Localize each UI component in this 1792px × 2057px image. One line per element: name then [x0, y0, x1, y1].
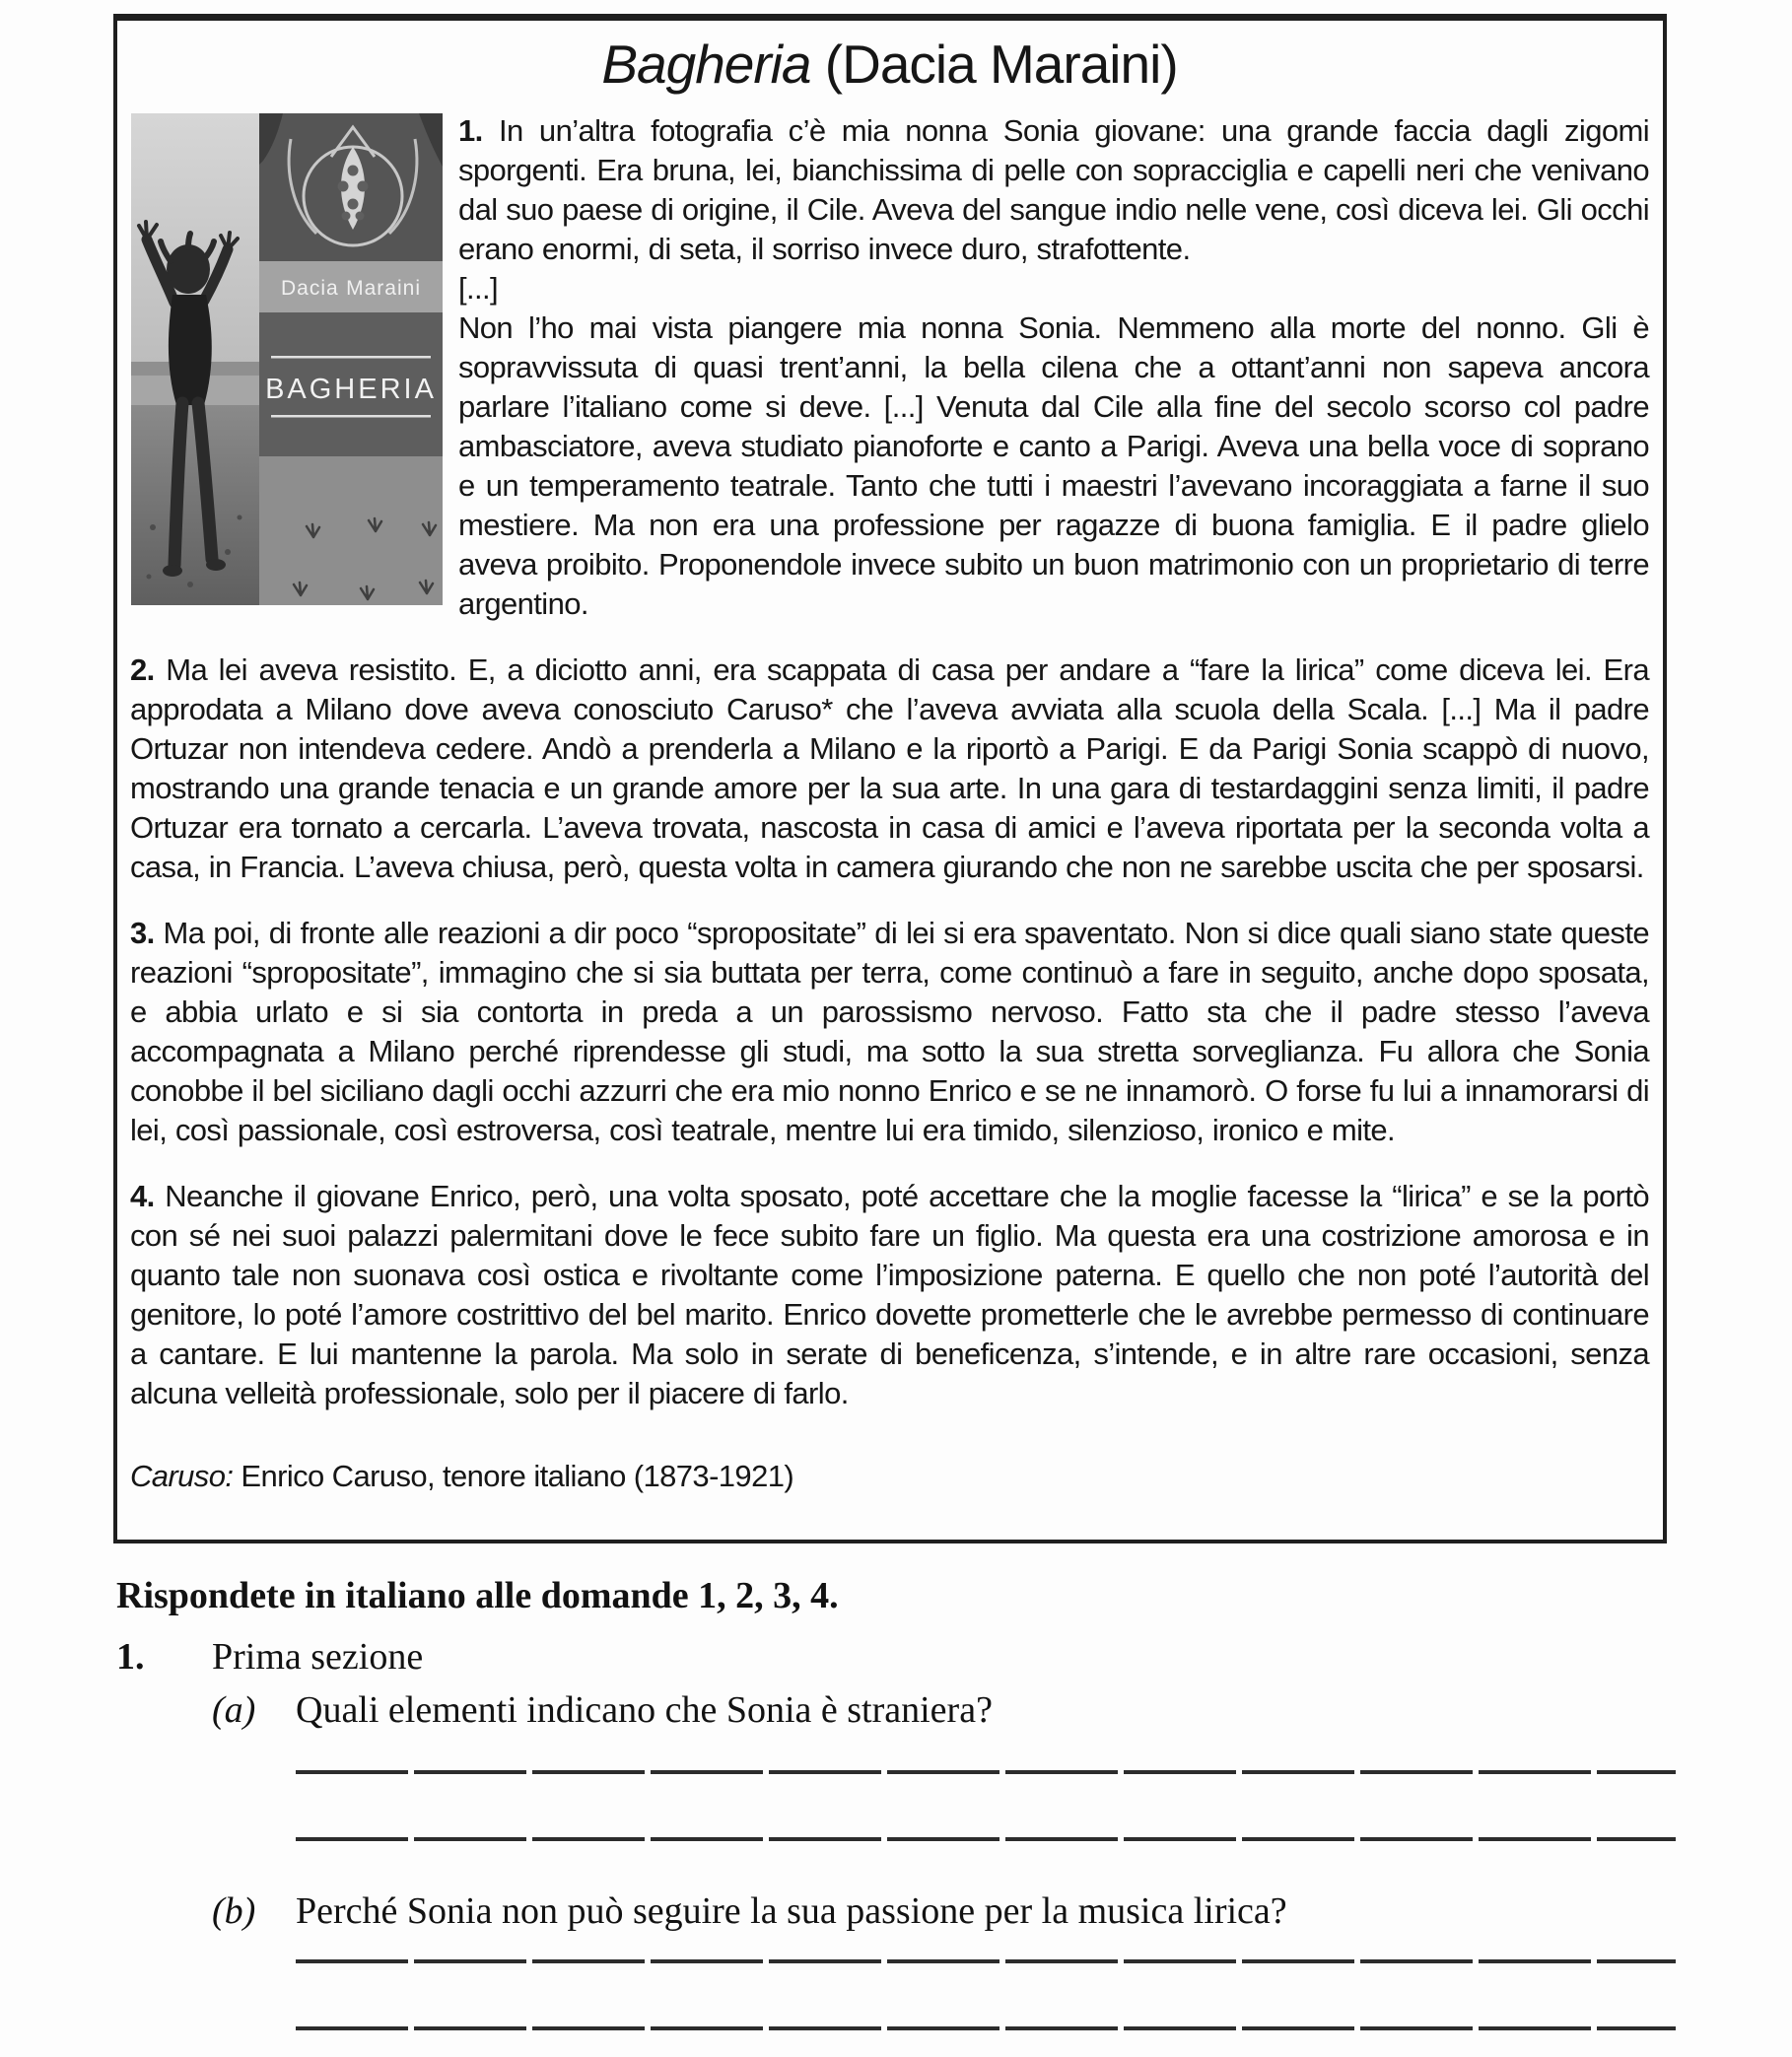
cover-title-panel	[259, 312, 443, 456]
cover-pattern	[259, 113, 443, 261]
question-1-heading	[116, 1634, 1676, 1680]
book-cover-graphic	[131, 113, 443, 605]
question-1-section-title: Prima sezione	[212, 1636, 424, 1678]
paragraph-2-text: Ma lei aveva resistito. E, a diciotto anni, era scappata di casa per andare a “fare la lirica” come diceva lei. Era approdata a Milano dove aveva conosciuto Caruso* che l’aveva avviata alla scuola della Scala. [...] Ma il padre Ortuzar non intendeva cedere. Andò a prenderla a Milano e la riportò a Parigi. E da Parigi Sonia scappò di nuovo, mostrando una grande tenacia e un grande amore per la sua arte. In una gara di testardaggini senza limiti, il padre Ortuzar era tornato a cercarla. L’aveva trovata, nascosta in casa di amici e l’aveva riportata per la seconda volta a casa, in Francia. L’aveva chiusa, però, questa volta in camera giurando che non ne sarebbe uscita che per sposarsi.	[130, 652, 1649, 884]
paragraph-1	[130, 111, 1649, 624]
question-section	[116, 1573, 1676, 2030]
question-1-number: 1.	[116, 1636, 145, 1678]
answer-line-1a-1	[296, 1770, 1676, 1774]
answer-line-1b-2	[296, 2026, 1676, 2030]
book-cover-image	[131, 113, 443, 605]
question-1b-text: Perché Sonia non può seguire la sua passione per la musica lirica?	[296, 1890, 1287, 1932]
paragraph-1-ellipsis: [...]	[458, 271, 499, 306]
paragraph-4-text: Neanche il giovane Enrico, però, una volta sposato, poté accettare che la moglie facesse la “lirica” e se la portò con sé nei suoi palazzi palermitani dove le fece subito fare un figlio. Ma questa era una costrizione amorosa e in quanto tale non suonava così ostica e rivoltante come l’imposizione paterna. E quello che non poté l’autorità del genitore, lo poté l’amore costrittivo del bel marito. Enrico dovette prometterle che le avrebbe permesso di continuare a cantare. E lui mantenne la parola. Ma solo in serate di beneficenza, s’intende, e in altre rare occasioni, senza alcuna velleità professionale, solo per il piacere di farlo.	[130, 1179, 1649, 1410]
paragraph-2	[130, 651, 1649, 887]
paragraph-3-text: Ma poi, di fronte alle reazioni a dir poco “spropositate” di lei si era spaventato. Non si dice quali siano state queste reazioni “spropositate”, immagino che si sia buttata per terra, come continuò a fare in seguito, anche dopo sposata, e abbia urlato e si sia contorta in preda a un parossismo nervoso. Fatto sta che il padre stesso l’aveva accompagnata a Milano perché riprendesse gli studi, ma sotto la sua stretta sorveglianza. Fu allora che Sonia conobbe il bel siciliano dagli occhi azzurri che era mio nonno Enrico e se ne innamorò. O forse fu lui a innamorarsi di lei, così passionale, così estroversa, così teatrale, mentre lui era timido, silenzioso, ironico e mite.	[130, 916, 1649, 1147]
question-1a-text: Quali elementi indicano che Sonia è straniera?	[296, 1689, 993, 1731]
instruction-line: Rispondete in italiano alle domande 1, 2, 3, 4.	[116, 1575, 839, 1616]
question-1a-label: (a)	[212, 1689, 256, 1731]
footnote-caruso	[130, 1457, 1649, 1496]
question-1b-row	[116, 1888, 1676, 1934]
cover-author-label: Dacia Maraini	[281, 277, 421, 300]
paragraph-2-number: 2.	[130, 652, 155, 687]
question-1a-row	[116, 1687, 1676, 1733]
paragraph-4	[130, 1177, 1649, 1413]
page-title	[130, 29, 1649, 100]
paragraph-4-number: 4.	[130, 1179, 155, 1213]
page-title-author: (Dacia Maraini)	[824, 34, 1178, 95]
answer-line-1a-2	[296, 1837, 1676, 1841]
paragraph-3	[130, 914, 1649, 1150]
cover-sand	[259, 456, 443, 605]
paragraph-1-number: 1.	[458, 113, 483, 148]
cover-title-label: BAGHERIA	[265, 374, 437, 405]
answer-line-1b-1	[296, 1959, 1676, 1963]
footnote-term: Caruso:	[130, 1459, 234, 1493]
passage-box	[113, 14, 1667, 1543]
question-1b-label: (b)	[212, 1890, 256, 1932]
paragraph-1-text-a: In un’altra fotografia c’è mia nonna Sonia giovane: una grande faccia dagli zigomi sporgenti. Era bruna, lei, bianchissima di pelle con sopracciglia e capelli neri che venivano dal suo paese di origine, il Cile. Aveva del sangue indio nelle vene, così diceva lei. Gli occhi erano enormi, di seta, il sorriso invece duro, strafottente.	[458, 113, 1649, 266]
cover-author-band	[259, 261, 443, 312]
page-title-book-name: Bagheria	[601, 34, 811, 95]
paragraph-3-number: 3.	[130, 916, 155, 950]
footnote-text: Enrico Caruso, tenore italiano (1873-1921)	[241, 1459, 794, 1493]
paragraph-1-text-b: Non l’ho mai vista piangere mia nonna Sonia. Nemmeno alla morte del nonno. Gli è sopravvissuta di quasi trent’anni, la bella cilena che a ottant’anni non sapeva ancora parlare l’italiano come si deve. [...] Venuta dal Cile alla fine del secolo scorso col padre ambasciatore, aveva studiato pianoforte e canto a Parigi. Aveva una bella voce di soprano e un temperamento teatrale. Tanto che tutti i maestri l’avevano incoraggiata a farne il suo mestiere. Ma non era una professione per ragazze di buona famiglia. E il padre glielo aveva proibito. Proponendole invece subito un buon matrimonio con un proprietario di terre argentino.	[458, 310, 1649, 621]
